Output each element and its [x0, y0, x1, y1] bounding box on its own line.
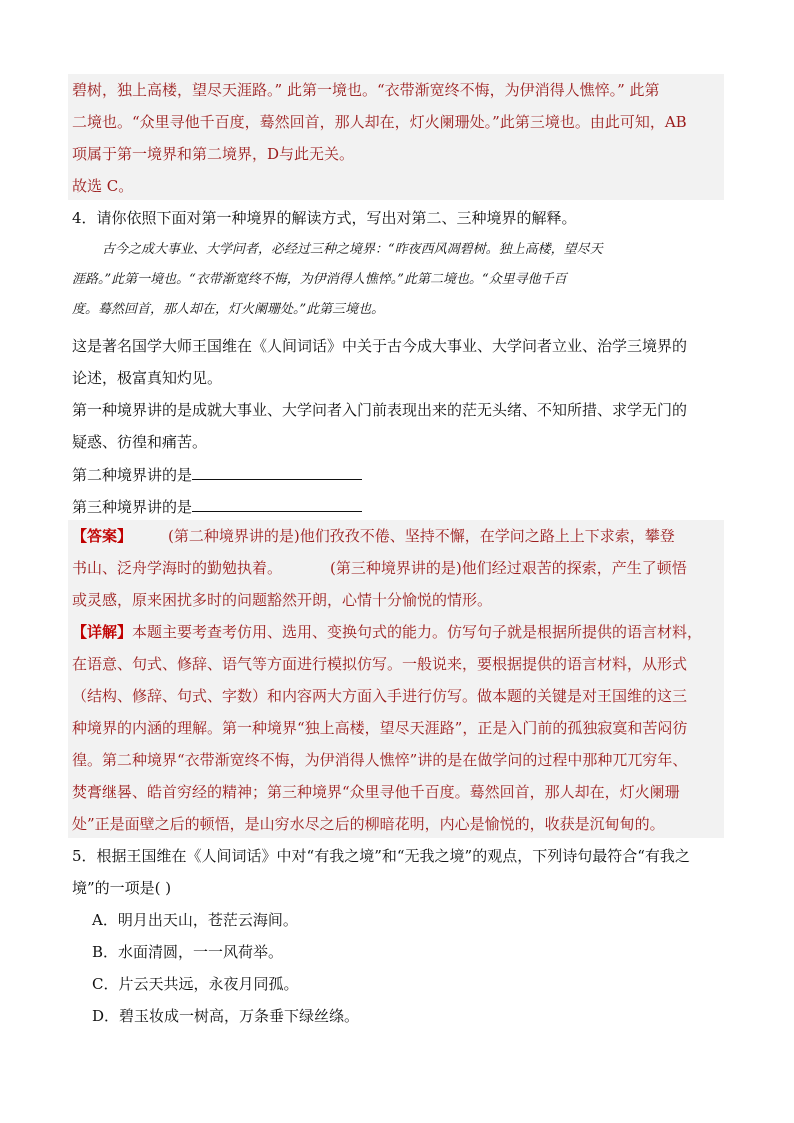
answer-line — [72, 526, 724, 546]
blank-third-realm — [72, 496, 724, 517]
first-realm-line: 第一种境界讲的是成就大事业、大学问者入门前表现出来的茫无头绪、不知所措、求学无门的 — [72, 401, 688, 419]
option-b[interactable]: B．水面清圆，一一风荷举。 — [92, 943, 284, 961]
detail-line: 在语意、句式、修辞、语气等方面进行模拟仿写。一般说来，要根据提供的语言材料，从形式 — [72, 655, 688, 673]
detail-text: 本题主要考查考仿用、选用、变换句式的能力。仿写句子就是根据所提供的语言材料， — [132, 623, 703, 641]
first-realm-line: 疑惑、彷徨和痛苦。 — [72, 433, 208, 451]
explanation-line: 项属于第一境界和第二境界，D与此无关。 — [72, 145, 355, 163]
answer-blank[interactable] — [192, 496, 362, 512]
question-5-stem: 境”的一项是( ) — [72, 879, 172, 897]
detail-line: 徨。第二种境界“衣带渐宽终不悔，为伊消得人憔悴”讲的是在做学问的过程中那种兀兀穷年、 — [72, 751, 688, 769]
detail-tag: 【详解】 — [72, 623, 133, 641]
option-d[interactable]: D．碧玉妆成一树高，万条垂下绿丝绦。 — [92, 1007, 360, 1025]
answer-text: 书山、泛舟学海时的勤勉执着。 — [72, 559, 283, 577]
blank-label: 第三种境界讲的是 — [72, 498, 193, 516]
question-5-stem: 5．根据王国维在《人间词话》中对“有我之境”和“无我之境”的观点，下列诗句最符合“有我之 — [72, 847, 690, 865]
detail-line: 种境界的内涵的理解。第一种境界“独上高楼，望尽天涯路”，正是入门前的孤独寂寞和苦闷彷 — [72, 719, 688, 737]
option-c[interactable]: C．片云天共远，永夜月同孤。 — [92, 975, 299, 993]
explanation-line: 碧树，独上高楼，望尽天涯路。” 此第一境也。“衣带渐宽终不悔，为伊消得人憔悴。” 此第 — [72, 81, 660, 99]
answer-tag: 【答案】 — [72, 527, 133, 545]
blank-label: 第二种境界讲的是 — [72, 466, 193, 484]
answer-text: (第二种境界讲的是)他们孜孜不倦、坚持不懈，在学问之路上上下求索，攀登 — [168, 527, 675, 545]
question-4-stem: 4．请你依照下面对第一种境界的解读方式，写出对第二、三种境界的解释。 — [72, 209, 577, 227]
intro-line: 这是著名国学大师王国维在《人间词话》中关于古今成大事业、大学问者立业、治学三境界的 — [72, 337, 688, 355]
detail-line — [72, 622, 724, 642]
option-a[interactable]: A．明月出天山，苍茫云海间。 — [92, 911, 298, 929]
detail-line: 处”正是面壁之后的顿悟，是山穷水尽之后的柳暗花明，内心是愉悦的，收获是沉甸甸的。 — [72, 815, 665, 833]
answer-line — [72, 558, 724, 578]
detail-line: （结构、修辞、句式、字数）和内容两大方面入手进行仿写。做本题的关键是对王国维的这三 — [72, 687, 688, 705]
answer-blank[interactable] — [192, 464, 362, 480]
explanation-line: 二境也。“众里寻他千百度，蓦然回首，那人却在，灯火阑珊处。”此第三境也。由此可知，AB — [72, 113, 687, 131]
quote-line: 涯路。”此第一境也。“衣带渐宽终不悔，为伊消得人憔悴。”此第二境也。“众里寻他千百 — [72, 272, 567, 287]
answer-line: 或灵感，原来困扰多时的问题豁然开朗，心情十分愉悦的情形。 — [72, 591, 493, 609]
answer-text: (第三种境界讲的是)他们经过艰苦的探索，产生了顿悟 — [330, 559, 687, 577]
quote-line: 古今之成大事业、大学问者，必经过三种之境界：“昨夜西风凋碧树。独上高楼，望尽天 — [102, 242, 603, 257]
quote-line: 度。蓦然回首，那人却在，灯火阑珊处。”此第三境也。 — [72, 302, 385, 317]
detail-line: 焚膏继晷、皓首穷经的精神；第三种境界“众里寻他千百度。蓦然回首，那人却在，灯火阑珊 — [72, 783, 680, 801]
intro-line: 论述，极富真知灼见。 — [72, 369, 223, 387]
blank-second-realm — [72, 464, 724, 485]
conclusion-line: 故选 C。 — [72, 177, 134, 195]
